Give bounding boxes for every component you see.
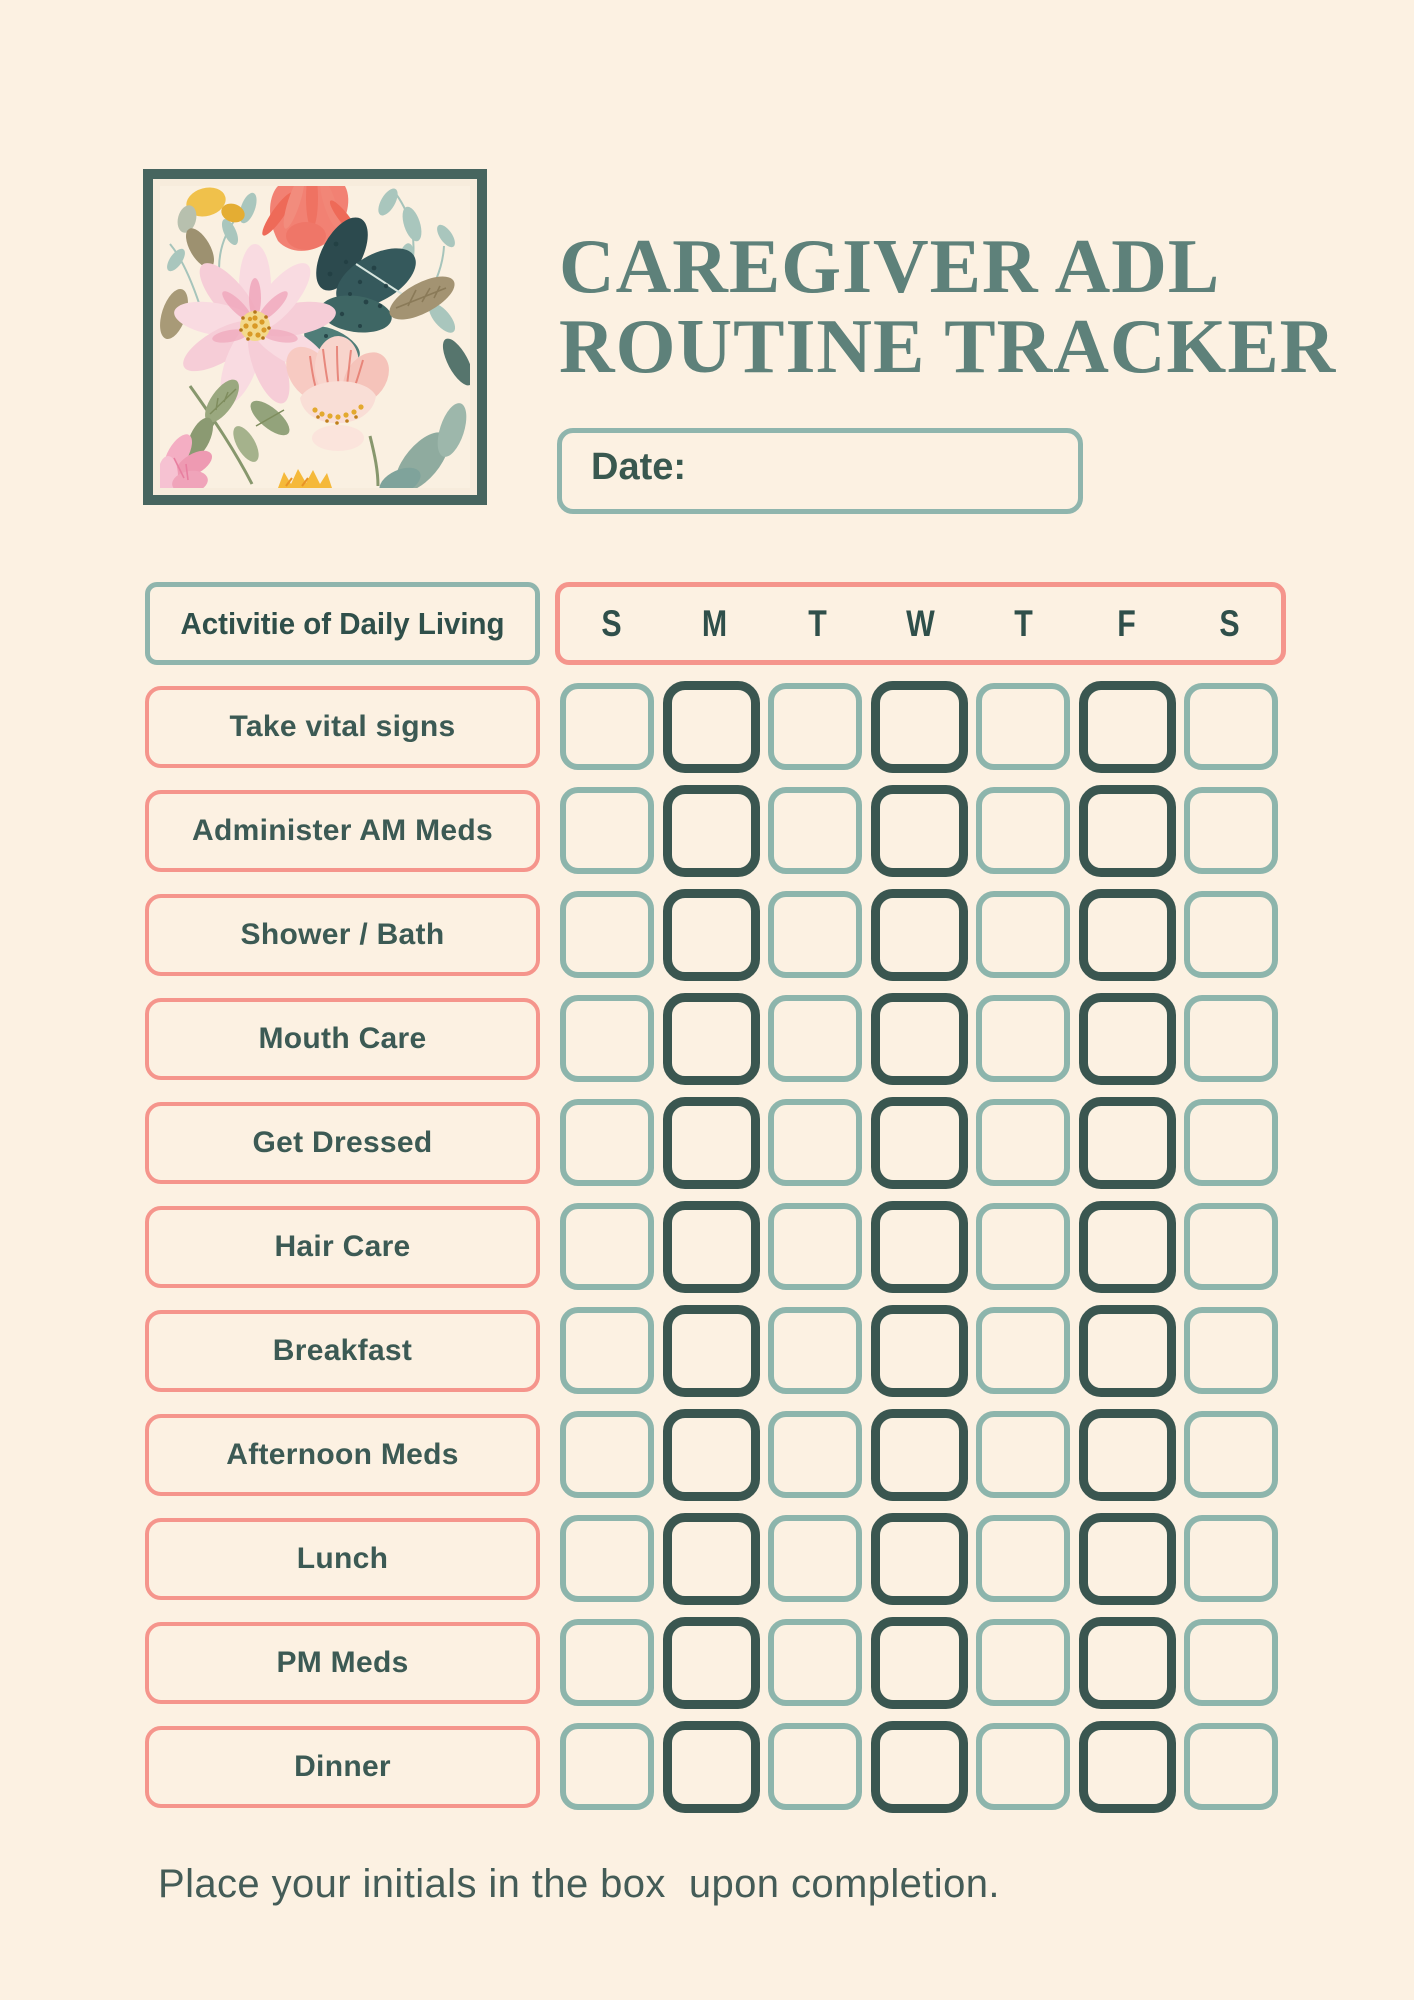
initials-checkbox[interactable] — [1184, 1307, 1278, 1394]
checkbox-slot — [1179, 787, 1283, 874]
initials-checkbox[interactable] — [1184, 1411, 1278, 1498]
activity-row — [145, 1515, 1286, 1602]
initials-checkbox[interactable] — [768, 995, 862, 1082]
initials-checkbox[interactable] — [560, 1307, 654, 1394]
activity-label-box: Mouth Care — [145, 998, 540, 1080]
initials-checkbox[interactable] — [663, 1721, 760, 1813]
footer-instruction: Place your initials in the box upon completion. — [158, 1862, 1000, 1906]
checkbox-slot — [1179, 1723, 1283, 1810]
initials-checkbox[interactable] — [560, 1723, 654, 1810]
day-header-5: F — [1117, 602, 1136, 644]
initials-checkbox[interactable] — [1184, 683, 1278, 770]
checkbox-slot — [555, 1619, 659, 1706]
checkbox-slot — [763, 1723, 867, 1810]
checkbox-slot — [1179, 1619, 1283, 1706]
checkbox-slot — [1179, 1203, 1283, 1290]
page-title-line1: CAREGIVER ADL — [559, 223, 1221, 309]
initials-checkbox[interactable] — [663, 1513, 760, 1605]
checkbox-slot — [867, 1409, 971, 1501]
initials-checkbox[interactable] — [976, 1203, 1070, 1290]
checkbox-slot — [763, 787, 867, 874]
initials-checkbox-row — [555, 1513, 1283, 1605]
initials-checkbox[interactable] — [768, 1515, 862, 1602]
initials-checkbox[interactable] — [663, 1201, 760, 1293]
activity-row — [145, 1411, 1286, 1498]
activity-label-box: Shower / Bath — [145, 894, 540, 976]
checkbox-slot — [763, 1515, 867, 1602]
initials-checkbox[interactable] — [1079, 889, 1176, 981]
initials-checkbox[interactable] — [1079, 1201, 1176, 1293]
checkbox-slot — [971, 1619, 1075, 1706]
initials-checkbox-row — [555, 1617, 1283, 1709]
day-header-2: T — [808, 602, 827, 644]
initials-checkbox[interactable] — [1079, 1097, 1176, 1189]
activity-rows — [145, 683, 1286, 1810]
day-header-0: S — [601, 602, 622, 644]
checkbox-slot — [659, 993, 763, 1085]
initials-checkbox[interactable] — [560, 1619, 654, 1706]
checkbox-slot — [971, 891, 1075, 978]
checkbox-slot — [659, 1097, 763, 1189]
checkbox-slot — [971, 1307, 1075, 1394]
checkbox-slot — [971, 1723, 1075, 1810]
initials-checkbox[interactable] — [663, 993, 760, 1085]
checkbox-slot — [971, 1515, 1075, 1602]
checkbox-slot — [867, 1305, 971, 1397]
initials-checkbox[interactable] — [871, 1201, 968, 1293]
activity-label-box: Take vital signs — [145, 686, 540, 768]
activity-label-box: Hair Care — [145, 1206, 540, 1288]
checkbox-slot — [555, 1515, 659, 1602]
initials-checkbox[interactable] — [1079, 993, 1176, 1085]
initials-checkbox[interactable] — [871, 681, 968, 773]
initials-checkbox[interactable] — [871, 889, 968, 981]
activity-label-box: PM Meds — [145, 1622, 540, 1704]
checkbox-slot — [555, 1723, 659, 1810]
checkbox-slot — [763, 683, 867, 770]
initials-checkbox[interactable] — [663, 1097, 760, 1189]
initials-checkbox[interactable] — [768, 1619, 862, 1706]
initials-checkbox-row — [555, 889, 1283, 981]
initials-checkbox[interactable] — [1079, 785, 1176, 877]
checkbox-slot — [555, 1411, 659, 1498]
checkbox-slot — [763, 995, 867, 1082]
initials-checkbox[interactable] — [976, 1411, 1070, 1498]
initials-checkbox-row — [555, 1721, 1283, 1813]
initials-checkbox[interactable] — [976, 1099, 1070, 1186]
initials-checkbox[interactable] — [976, 1515, 1070, 1602]
checkbox-slot — [1179, 683, 1283, 770]
checkbox-slot — [555, 1307, 659, 1394]
activity-row — [145, 787, 1286, 874]
activity-row — [145, 995, 1286, 1082]
initials-checkbox[interactable] — [663, 1305, 760, 1397]
checkbox-slot — [867, 785, 971, 877]
initials-checkbox[interactable] — [1184, 1619, 1278, 1706]
grid-header-row — [145, 582, 1286, 665]
initials-checkbox[interactable] — [768, 1203, 862, 1290]
initials-checkbox[interactable] — [976, 787, 1070, 874]
initials-checkbox[interactable] — [560, 1515, 654, 1602]
date-field[interactable] — [557, 428, 1083, 514]
checkbox-slot — [1075, 1409, 1179, 1501]
day-header-1: M — [701, 602, 728, 644]
checkbox-slot — [971, 683, 1075, 770]
checkbox-slot — [659, 889, 763, 981]
initials-checkbox[interactable] — [976, 1619, 1070, 1706]
activity-row — [145, 1723, 1286, 1810]
activity-label-box: Get Dressed — [145, 1102, 540, 1184]
checkbox-slot — [659, 1721, 763, 1813]
initials-checkbox[interactable] — [768, 891, 862, 978]
checkbox-slot — [555, 683, 659, 770]
checkbox-slot — [555, 1203, 659, 1290]
initials-checkbox[interactable] — [976, 1307, 1070, 1394]
initials-checkbox[interactable] — [663, 785, 760, 877]
checkbox-slot — [555, 1099, 659, 1186]
checkbox-slot — [1075, 1721, 1179, 1813]
initials-checkbox[interactable] — [560, 787, 654, 874]
day-letters-row — [560, 603, 1281, 645]
initials-checkbox[interactable] — [663, 889, 760, 981]
checkbox-slot — [1075, 1305, 1179, 1397]
checkbox-slot — [867, 1721, 971, 1813]
initials-checkbox-row — [555, 1305, 1283, 1397]
checkbox-slot — [659, 1409, 763, 1501]
activity-row — [145, 683, 1286, 770]
initials-checkbox-row — [555, 785, 1283, 877]
checkbox-slot — [1179, 1307, 1283, 1394]
checkbox-slot — [971, 1411, 1075, 1498]
initials-checkbox[interactable] — [560, 1203, 654, 1290]
day-header-3: W — [906, 602, 935, 644]
checkbox-slot — [971, 995, 1075, 1082]
initials-checkbox[interactable] — [560, 1099, 654, 1186]
checkbox-slot — [867, 993, 971, 1085]
initials-checkbox-row — [555, 1409, 1283, 1501]
initials-checkbox[interactable] — [1079, 1721, 1176, 1813]
initials-checkbox[interactable] — [1184, 1203, 1278, 1290]
activity-row — [145, 891, 1286, 978]
initials-checkbox[interactable] — [560, 683, 654, 770]
checkbox-slot — [659, 1513, 763, 1605]
activity-row — [145, 1619, 1286, 1706]
checkbox-slot — [867, 1513, 971, 1605]
checkbox-slot — [1075, 1513, 1179, 1605]
page-title — [559, 223, 1337, 389]
initials-checkbox[interactable] — [663, 681, 760, 773]
tracker-grid — [145, 582, 1286, 1827]
initials-checkbox-row — [555, 1201, 1283, 1293]
checkbox-slot — [867, 681, 971, 773]
checkbox-slot — [867, 1097, 971, 1189]
checkbox-slot — [763, 1099, 867, 1186]
checkbox-slot — [1179, 995, 1283, 1082]
initials-checkbox[interactable] — [871, 1409, 968, 1501]
activity-row — [145, 1203, 1286, 1290]
initials-checkbox[interactable] — [871, 785, 968, 877]
checkbox-slot — [1075, 1617, 1179, 1709]
initials-checkbox[interactable] — [976, 995, 1070, 1082]
checkbox-slot — [1179, 1099, 1283, 1186]
initials-checkbox[interactable] — [1184, 1723, 1278, 1810]
floral-photo-frame — [143, 169, 487, 505]
initials-checkbox-row — [555, 1097, 1283, 1189]
activity-label-box: Afternoon Meds — [145, 1414, 540, 1496]
initials-checkbox[interactable] — [871, 1617, 968, 1709]
initials-checkbox[interactable] — [663, 1409, 760, 1501]
initials-checkbox-row — [555, 993, 1283, 1085]
initials-checkbox[interactable] — [1079, 681, 1176, 773]
checkbox-slot — [1179, 1411, 1283, 1498]
floral-artwork — [160, 186, 470, 488]
checkbox-slot — [971, 1099, 1075, 1186]
initials-checkbox[interactable] — [768, 1307, 862, 1394]
initials-checkbox-row — [555, 681, 1283, 773]
checkbox-slot — [971, 1203, 1075, 1290]
checkbox-slot — [1075, 993, 1179, 1085]
checkbox-slot — [1075, 1201, 1179, 1293]
checkbox-slot — [555, 787, 659, 874]
initials-checkbox[interactable] — [560, 1411, 654, 1498]
checkbox-slot — [763, 1619, 867, 1706]
day-header-6: S — [1219, 602, 1240, 644]
activity-label-box: Breakfast — [145, 1310, 540, 1392]
initials-checkbox[interactable] — [560, 891, 654, 978]
initials-checkbox[interactable] — [871, 1097, 968, 1189]
initials-checkbox[interactable] — [1184, 891, 1278, 978]
initials-checkbox[interactable] — [871, 993, 968, 1085]
checkbox-slot — [659, 681, 763, 773]
initials-checkbox[interactable] — [768, 1099, 862, 1186]
initials-checkbox[interactable] — [768, 787, 862, 874]
activities-header-box — [145, 582, 540, 665]
initials-checkbox[interactable] — [560, 995, 654, 1082]
page-title-line2: ROUTINE TRACKER — [559, 303, 1337, 389]
checkbox-slot — [1075, 681, 1179, 773]
checkbox-slot — [1179, 1515, 1283, 1602]
initials-checkbox[interactable] — [871, 1721, 968, 1813]
checkbox-slot — [1075, 785, 1179, 877]
initials-checkbox[interactable] — [1079, 1305, 1176, 1397]
checkbox-slot — [1179, 891, 1283, 978]
checkbox-slot — [659, 1305, 763, 1397]
initials-checkbox[interactable] — [871, 1305, 968, 1397]
initials-checkbox[interactable] — [1184, 1099, 1278, 1186]
days-header-box — [555, 582, 1286, 665]
checkbox-slot — [555, 891, 659, 978]
activity-label-box: Lunch — [145, 1518, 540, 1600]
initials-checkbox[interactable] — [1184, 995, 1278, 1082]
checkbox-slot — [555, 995, 659, 1082]
activity-row — [145, 1099, 1286, 1186]
initials-checkbox[interactable] — [768, 1723, 862, 1810]
initials-checkbox[interactable] — [976, 891, 1070, 978]
checkbox-slot — [763, 1411, 867, 1498]
activity-row — [145, 1307, 1286, 1394]
initials-checkbox[interactable] — [1184, 1515, 1278, 1602]
initials-checkbox[interactable] — [871, 1513, 968, 1605]
checkbox-slot — [1075, 889, 1179, 981]
checkbox-slot — [763, 1307, 867, 1394]
initials-checkbox[interactable] — [768, 1411, 862, 1498]
initials-checkbox[interactable] — [976, 683, 1070, 770]
day-header-4: T — [1014, 602, 1033, 644]
activity-label-box: Dinner — [145, 1726, 540, 1808]
checkbox-slot — [763, 891, 867, 978]
initials-checkbox[interactable] — [1079, 1617, 1176, 1709]
checkbox-slot — [659, 1617, 763, 1709]
checkbox-slot — [867, 1201, 971, 1293]
initials-checkbox[interactable] — [1184, 787, 1278, 874]
checkbox-slot — [659, 785, 763, 877]
initials-checkbox[interactable] — [768, 683, 862, 770]
initials-checkbox[interactable] — [663, 1617, 760, 1709]
checkbox-slot — [971, 787, 1075, 874]
checkbox-slot — [1075, 1097, 1179, 1189]
checkbox-slot — [763, 1203, 867, 1290]
checkbox-slot — [659, 1201, 763, 1293]
checkbox-slot — [867, 1617, 971, 1709]
activity-label-box: Administer AM Meds — [145, 790, 540, 872]
activities-header-label: Activitie of Daily Living — [180, 605, 505, 641]
checkbox-slot — [867, 889, 971, 981]
date-label: Date: — [591, 446, 687, 488]
initials-checkbox[interactable] — [1079, 1409, 1176, 1501]
initials-checkbox[interactable] — [976, 1723, 1070, 1810]
initials-checkbox[interactable] — [1079, 1513, 1176, 1605]
